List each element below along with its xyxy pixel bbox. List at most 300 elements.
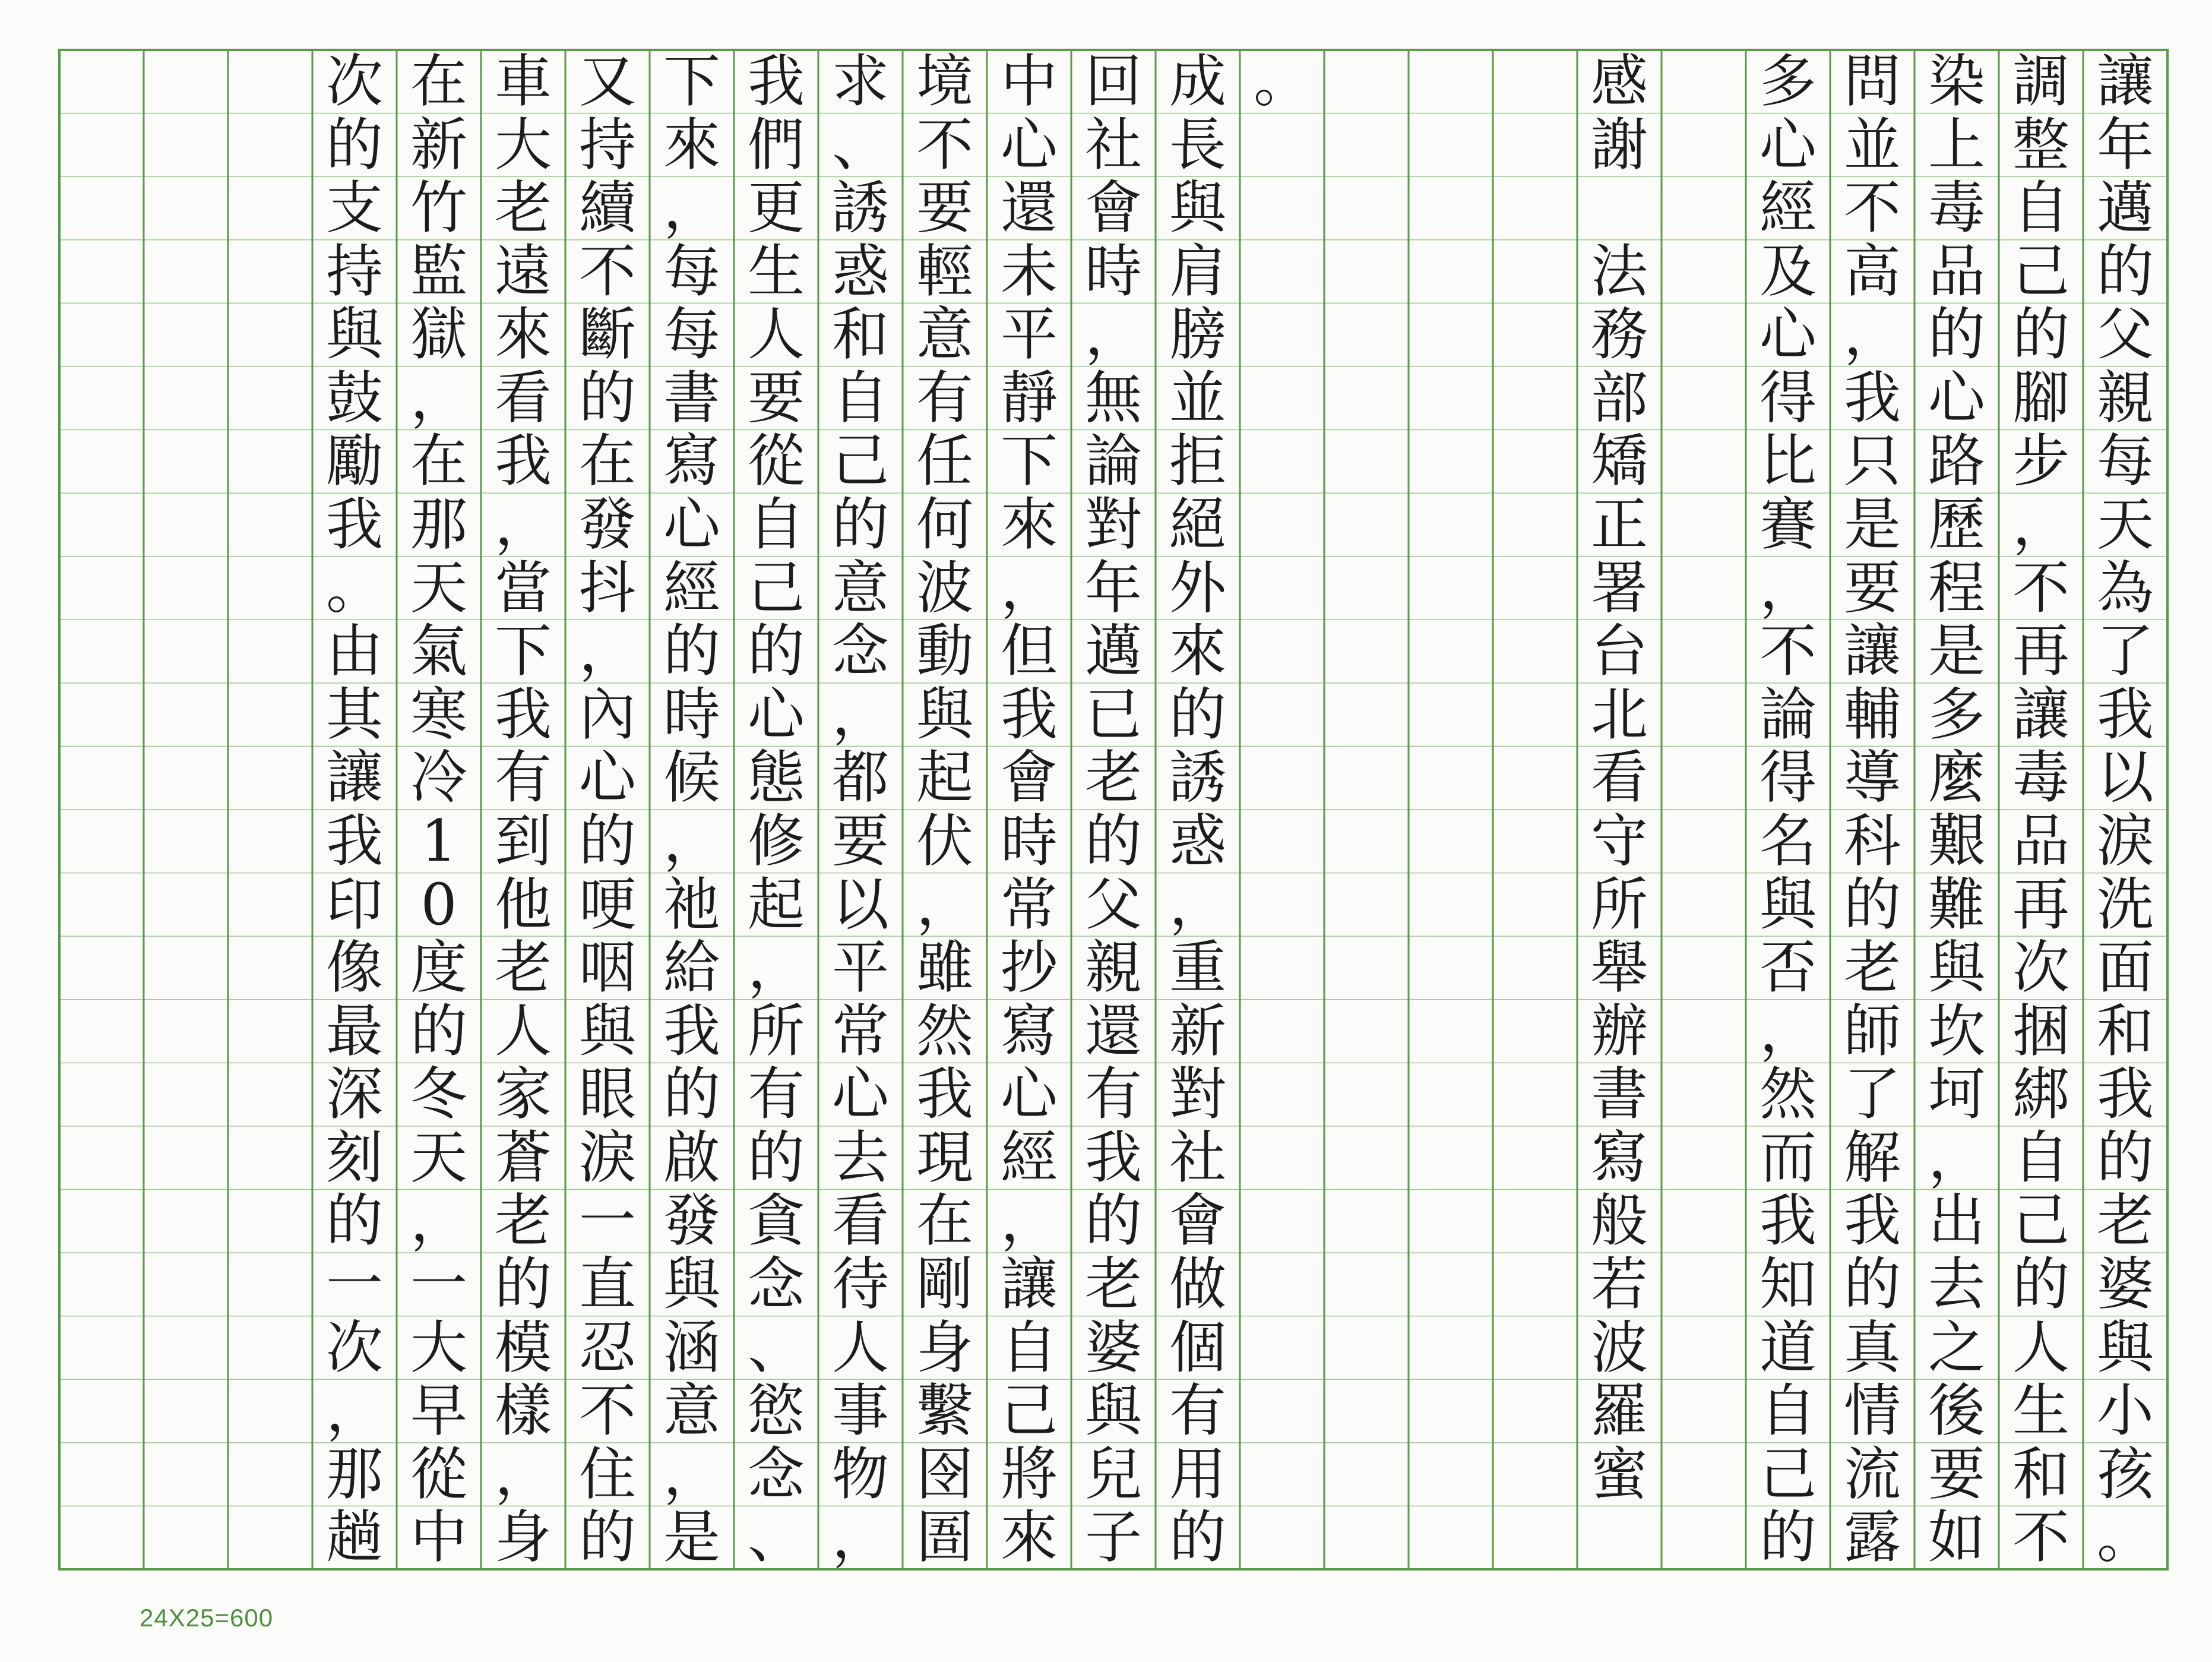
handwritten-char: 去 (1928, 1250, 1985, 1317)
handwritten-char: 己 (1001, 1377, 1058, 1445)
handwritten-char: 如 (1928, 1504, 1985, 1571)
text-column (734, 50, 818, 1569)
handwritten-char: 書 (1591, 1061, 1648, 1128)
handwritten-char: 天 (410, 1124, 467, 1191)
handwritten-char: 己 (2012, 1187, 2069, 1255)
handwritten-char: 次 (2012, 934, 2069, 1001)
handwritten-char: 下 (495, 618, 552, 685)
handwritten-char: 我 (663, 997, 720, 1064)
handwritten-char: 涵 (663, 1314, 720, 1381)
handwritten-char: 還 (1001, 175, 1058, 242)
handwritten-char: 婆 (2097, 1250, 2154, 1317)
handwritten-char: 我 (1844, 364, 1901, 431)
handwritten-char: 氣 (410, 618, 467, 685)
handwritten-char: 染 (1928, 48, 1985, 115)
handwritten-char: 雖 (916, 934, 973, 1001)
handwritten-char: ， (1085, 301, 1142, 368)
handwritten-char: 與 (916, 681, 973, 748)
handwritten-char: 次 (326, 48, 383, 115)
handwritten-char: 未 (1001, 238, 1058, 305)
handwritten-char: 刻 (326, 1124, 383, 1191)
handwritten-char: 父 (1085, 871, 1142, 938)
handwritten-char: 有 (916, 364, 973, 431)
handwritten-char: 賽 (1760, 491, 1817, 558)
handwritten-char: 與 (1928, 934, 1985, 1001)
handwritten-char: 貪 (748, 1187, 805, 1255)
handwritten-char: 辦 (1591, 997, 1648, 1064)
handwritten-char: 老 (495, 1187, 552, 1255)
handwritten-char: 給 (663, 934, 720, 1001)
handwritten-char: 不 (1844, 175, 1901, 242)
handwritten-char: 感 (1591, 48, 1648, 115)
handwritten-char: 難 (1928, 871, 1985, 938)
handwritten-char: 的 (1169, 1504, 1226, 1571)
handwritten-char: 勵 (326, 428, 383, 495)
handwritten-char: 品 (1928, 238, 1985, 305)
text-column (1577, 50, 1662, 1506)
handwritten-char: 住 (579, 1440, 636, 1508)
handwritten-char: 。 (1254, 48, 1311, 115)
handwritten-char: 出 (1928, 1187, 1985, 1255)
handwritten-char: 己 (748, 554, 805, 621)
handwritten-char: 上 (1928, 111, 1985, 178)
handwritten-char: 與 (663, 1250, 720, 1317)
handwritten-char: 、 (748, 1314, 805, 1381)
handwritten-char: 拒 (1169, 428, 1226, 495)
handwritten-char: 啟 (663, 1124, 720, 1191)
handwritten-char: 的 (326, 1187, 383, 1255)
handwritten-char: 0 (420, 871, 457, 938)
handwritten-char: 知 (1760, 1250, 1817, 1317)
handwritten-char: 署 (1591, 554, 1648, 621)
handwritten-char: 坷 (1928, 1061, 1985, 1128)
handwritten-char: 冬 (410, 1061, 467, 1128)
handwritten-char: 起 (748, 871, 805, 938)
handwritten-char: 伏 (916, 807, 973, 874)
handwritten-char: ， (579, 618, 636, 685)
handwritten-char: 像 (326, 934, 383, 1001)
handwritten-char: 心 (663, 491, 720, 558)
handwritten-char: ， (916, 871, 973, 938)
handwritten-char: 已 (1085, 681, 1142, 748)
handwritten-char: 。 (326, 554, 383, 621)
handwritten-char: 而 (1760, 1124, 1817, 1191)
handwritten-char: 持 (326, 238, 383, 305)
text-column (565, 50, 650, 1569)
handwritten-char: 謝 (1591, 111, 1648, 178)
handwritten-char: 個 (1169, 1314, 1226, 1381)
handwritten-char: 小 (2097, 1377, 2154, 1445)
handwritten-char: 問 (1844, 48, 1901, 115)
handwritten-char: 到 (495, 807, 552, 874)
handwritten-char: 下 (663, 48, 720, 115)
handwritten-char: 最 (326, 997, 383, 1064)
handwritten-char: 是 (1928, 618, 1985, 685)
handwritten-char: 我 (326, 491, 383, 558)
handwritten-char: 和 (2097, 997, 2154, 1064)
handwritten-char: 誘 (832, 175, 889, 242)
handwritten-char: 要 (832, 807, 889, 874)
handwritten-char: 哽 (579, 871, 636, 938)
handwritten-char: ， (1169, 871, 1226, 938)
handwritten-char: 邁 (2097, 175, 2154, 242)
handwritten-char: ， (1928, 1124, 1985, 1191)
handwritten-char: 印 (326, 871, 383, 938)
handwritten-char: 社 (1085, 111, 1142, 178)
handwritten-char: 以 (832, 871, 889, 938)
handwritten-char: 那 (326, 1440, 383, 1508)
handwritten-char: 心 (1928, 364, 1985, 431)
handwritten-char: 咽 (579, 934, 636, 1001)
handwritten-char: 是 (1844, 491, 1901, 558)
handwritten-char: 人 (495, 997, 552, 1064)
handwritten-char: 時 (663, 681, 720, 748)
handwritten-char: 祂 (663, 871, 720, 938)
handwritten-char: 師 (1844, 997, 1901, 1064)
handwritten-char: 有 (748, 1061, 805, 1128)
handwritten-char: 輔 (1844, 681, 1901, 748)
handwritten-char: 待 (832, 1250, 889, 1317)
handwritten-char: 在 (916, 1187, 973, 1255)
handwritten-char: 淚 (2097, 807, 2154, 874)
handwritten-char: 讓 (1844, 618, 1901, 685)
handwritten-char: 中 (1001, 48, 1058, 115)
handwritten-char: 心 (748, 681, 805, 748)
handwritten-char: 多 (1760, 48, 1817, 115)
handwritten-char: 生 (2012, 1377, 2069, 1445)
handwritten-char: 我 (1760, 1187, 1817, 1255)
handwritten-char: 艱 (1928, 807, 1985, 874)
handwritten-char: 慾 (748, 1377, 805, 1445)
handwritten-char: 年 (1085, 554, 1142, 621)
handwritten-char: 我 (495, 681, 552, 748)
handwritten-char: 在 (579, 428, 636, 495)
handwritten-char: 身 (495, 1504, 552, 1571)
handwritten-char: 平 (1001, 301, 1058, 368)
handwritten-char: 及 (1760, 238, 1817, 305)
handwritten-char: ， (495, 491, 552, 558)
handwritten-char: 任 (916, 428, 973, 495)
handwritten-char: 時 (1085, 238, 1142, 305)
handwritten-char: 深 (326, 1061, 383, 1128)
handwritten-char: 然 (916, 997, 973, 1064)
handwritten-char: 的 (1844, 871, 1901, 938)
handwritten-char: 天 (2097, 491, 2154, 558)
handwritten-char: 大 (495, 111, 552, 178)
text-column (987, 50, 1071, 1569)
handwritten-char: 寫 (1001, 997, 1058, 1064)
handwritten-char: 麼 (1928, 744, 1985, 811)
handwritten-char: 要 (748, 364, 805, 431)
handwritten-char: 從 (410, 1440, 467, 1508)
handwritten-char: 我 (495, 428, 552, 495)
handwritten-char (1577, 176, 1662, 240)
text-column (1914, 50, 1999, 1569)
handwritten-char: 台 (1591, 618, 1648, 685)
handwritten-char: 綁 (2012, 1061, 2069, 1128)
handwritten-char: 羅 (1591, 1377, 1648, 1445)
handwritten-char: 去 (832, 1124, 889, 1191)
handwritten-char: 務 (1591, 301, 1648, 368)
handwritten-char: 趟 (326, 1504, 383, 1571)
handwritten-char: 、 (832, 111, 889, 178)
handwritten-char: 事 (832, 1377, 889, 1445)
handwritten-char: 來 (1001, 1504, 1058, 1571)
handwritten-char: 的 (1085, 807, 1142, 874)
handwritten-char: 的 (579, 807, 636, 874)
handwritten-char: 歷 (1928, 491, 1985, 558)
handwritten-char: 大 (410, 1314, 467, 1381)
handwritten-char: 舉 (1591, 934, 1648, 1001)
handwritten-char: 流 (1844, 1440, 1901, 1508)
handwritten-char: 他 (495, 871, 552, 938)
handwritten-char: 的 (2097, 1124, 2154, 1191)
handwritten-char: 矯 (1591, 428, 1648, 495)
handwritten-char: 們 (748, 111, 805, 178)
handwritten-char: 並 (1169, 364, 1226, 431)
handwritten-char: 守 (1591, 807, 1648, 874)
handwritten-char: 下 (1001, 428, 1058, 495)
handwritten-char: 惑 (1169, 807, 1226, 874)
handwritten-char: 對 (1085, 491, 1142, 558)
handwritten-char: 淚 (579, 1124, 636, 1191)
handwritten-char: 程 (1928, 554, 1985, 621)
handwritten-char: 那 (410, 491, 467, 558)
handwritten-char: 意 (663, 1377, 720, 1445)
handwritten-char: 車 (495, 48, 552, 115)
handwritten-char: 心 (1001, 111, 1058, 178)
handwritten-char: 讓 (2097, 48, 2154, 115)
handwritten-char: 發 (663, 1187, 720, 1255)
handwritten-char: 北 (1591, 681, 1648, 748)
handwritten-char: 我 (2097, 681, 2154, 748)
handwritten-char: 與 (326, 301, 383, 368)
text-column (1746, 50, 1830, 1569)
handwritten-char: 現 (916, 1124, 973, 1191)
handwritten-char: 都 (832, 744, 889, 811)
handwritten-char: 一 (579, 1187, 636, 1255)
handwritten-char: 的 (2012, 301, 2069, 368)
handwritten-char: 求 (832, 48, 889, 115)
handwritten-char: 讓 (1001, 1250, 1058, 1317)
handwritten-char: 要 (1844, 554, 1901, 621)
handwritten-char: ， (1760, 554, 1817, 621)
handwritten-char: 毒 (1928, 175, 1985, 242)
handwritten-char: 內 (579, 681, 636, 748)
handwritten-char: 重 (1169, 934, 1226, 1001)
handwritten-char: 品 (2012, 807, 2069, 874)
handwritten-char: 讓 (326, 744, 383, 811)
handwritten-char: 動 (916, 618, 973, 685)
handwritten-char: 模 (495, 1314, 552, 1381)
handwritten-char: 波 (1591, 1314, 1648, 1381)
handwritten-char: 來 (1169, 618, 1226, 685)
handwritten-char: 做 (1169, 1250, 1226, 1317)
handwritten-char: 監 (410, 238, 467, 305)
handwritten-char: 與 (2097, 1314, 2154, 1381)
handwritten-char: 輕 (916, 238, 973, 305)
handwritten-char: 的 (495, 1250, 552, 1317)
handwritten-char: 平 (832, 934, 889, 1001)
handwritten-char: 老 (1085, 1250, 1142, 1317)
handwritten-char: 了 (1844, 1061, 1901, 1128)
handwritten-char: 心 (1760, 301, 1817, 368)
handwritten-char: 生 (748, 238, 805, 305)
handwritten-char: 有 (495, 744, 552, 811)
handwritten-char: 人 (832, 1314, 889, 1381)
handwritten-char: 只 (1844, 428, 1901, 495)
handwritten-char: ， (748, 934, 805, 1001)
handwritten-char: 經 (1760, 175, 1817, 242)
handwritten-char: 邁 (1085, 618, 1142, 685)
handwritten-char: 科 (1844, 807, 1901, 874)
handwritten-char: 其 (326, 681, 383, 748)
handwritten-char: 常 (1001, 871, 1058, 938)
handwritten-char: 長 (1169, 111, 1226, 178)
handwritten-char: 自 (1760, 1377, 1817, 1445)
handwritten-char: 蒼 (495, 1124, 552, 1191)
handwritten-char: 心 (1760, 111, 1817, 178)
handwritten-char: 為 (2097, 554, 2154, 621)
handwritten-char: 家 (495, 1061, 552, 1128)
handwritten-char: 的 (1760, 1504, 1817, 1571)
handwritten-char: 態 (748, 744, 805, 811)
handwritten-char: 支 (326, 175, 383, 242)
handwritten-char: 更 (748, 175, 805, 242)
handwritten-char: ， (663, 807, 720, 874)
handwritten-char: 有 (1169, 1377, 1226, 1445)
handwritten-char: 繫 (916, 1377, 973, 1445)
handwritten-char: 意 (916, 301, 973, 368)
text-column (1830, 50, 1914, 1569)
handwritten-char: 鼓 (326, 364, 383, 431)
handwritten-char: 來 (663, 111, 720, 178)
handwritten-char: 的 (326, 111, 383, 178)
handwritten-char: 自 (832, 364, 889, 431)
handwritten-char: 與 (579, 997, 636, 1064)
handwritten-char: 要 (1928, 1440, 1985, 1508)
handwritten-char: 己 (1760, 1440, 1817, 1508)
handwritten-char: 再 (2012, 871, 2069, 938)
handwritten-char: 部 (1591, 364, 1648, 431)
handwritten-char: 的 (1844, 1250, 1901, 1317)
handwritten-char: 與 (1085, 1377, 1142, 1445)
handwritten-char: 老 (495, 175, 552, 242)
handwritten-char: 我 (916, 1061, 973, 1128)
handwritten-char: 論 (1085, 428, 1142, 495)
handwritten-char: 經 (1001, 1124, 1058, 1191)
handwritten-char: 正 (1591, 491, 1648, 558)
handwritten-char: 直 (579, 1250, 636, 1317)
handwritten-char: 寫 (663, 428, 720, 495)
handwritten-char: 無 (1085, 364, 1142, 431)
handwritten-char: ， (1001, 1187, 1058, 1255)
handwritten-char: 不 (1760, 618, 1817, 685)
handwritten-char: 有 (1085, 1061, 1142, 1128)
handwritten-char: 和 (832, 301, 889, 368)
handwritten-char: 的 (579, 364, 636, 431)
handwritten-char: 在 (410, 48, 467, 115)
handwritten-char: 候 (663, 744, 720, 811)
handwritten-char: 腳 (2012, 364, 2069, 431)
handwritten-char: 會 (1085, 175, 1142, 242)
handwritten-char: 又 (579, 48, 636, 115)
handwritten-char: 然 (1760, 1061, 1817, 1128)
handwritten-char: 但 (1001, 618, 1058, 685)
handwritten-char: 何 (916, 491, 973, 558)
handwritten-char: 獄 (410, 301, 467, 368)
handwritten-char: 時 (1001, 807, 1058, 874)
handwritten-char: 外 (1169, 554, 1226, 621)
handwritten-char: 的 (748, 618, 805, 685)
handwritten-char: 還 (1085, 997, 1142, 1064)
handwritten-char: 真 (1844, 1314, 1901, 1381)
handwritten-char: 孩 (2097, 1440, 2154, 1508)
handwritten-char: 己 (832, 428, 889, 495)
handwritten-char: ， (410, 364, 467, 431)
handwritten-char: 道 (1760, 1314, 1817, 1381)
handwritten-char: 竹 (410, 175, 467, 242)
handwritten-char: 親 (2097, 364, 2154, 431)
handwritten-char: ， (495, 1440, 552, 1508)
handwritten-char: 路 (1928, 428, 1985, 495)
handwritten-char: 我 (2097, 1061, 2154, 1128)
handwritten-char: 度 (410, 934, 467, 1001)
handwritten-char: 不 (2012, 1504, 2069, 1571)
handwritten-char: ， (1001, 554, 1058, 621)
handwritten-char: 的 (2097, 238, 2154, 305)
handwritten-char: ， (2012, 491, 2069, 558)
handwritten-char: ， (663, 1440, 720, 1508)
handwritten-char: 和 (2012, 1440, 2069, 1508)
handwritten-char: 捆 (2012, 997, 2069, 1064)
handwritten-char: 抄 (1001, 934, 1058, 1001)
handwritten-char: 。 (2097, 1504, 2154, 1571)
handwritten-char: 看 (832, 1187, 889, 1255)
handwritten-char: 自 (2012, 1124, 2069, 1191)
handwritten-char: 自 (1001, 1314, 1058, 1381)
handwritten-char: 社 (1169, 1124, 1226, 1191)
handwritten-char: 每 (663, 238, 720, 305)
handwritten-char: 每 (663, 301, 720, 368)
handwritten-char: 面 (2097, 934, 2154, 1001)
handwritten-char: 父 (2097, 301, 2154, 368)
handwritten-char: 毒 (2012, 744, 2069, 811)
handwritten-char: 眼 (579, 1061, 636, 1128)
handwritten-char: 多 (1928, 681, 1985, 748)
handwritten-char: 起 (916, 744, 973, 811)
handwritten-char: 當 (495, 554, 552, 621)
text-column (1240, 50, 1324, 113)
handwritten-char: ， (1760, 997, 1817, 1064)
handwritten-char: 高 (1844, 238, 1901, 305)
handwritten-char: ， (663, 175, 720, 242)
handwritten-char: 斷 (579, 301, 636, 368)
handwritten-char: 天 (410, 554, 467, 621)
text-column (2083, 50, 2167, 1569)
handwritten-char: 看 (1591, 744, 1648, 811)
handwritten-char: 常 (832, 997, 889, 1064)
text-column (1071, 50, 1156, 1569)
handwritten-char: 我 (1001, 681, 1058, 748)
handwritten-char: 步 (2012, 428, 2069, 495)
handwritten-char: 念 (832, 618, 889, 685)
handwritten-char: 兒 (1085, 1440, 1142, 1508)
handwritten-char: 以 (2097, 744, 2154, 811)
handwritten-char: 之 (1928, 1314, 1985, 1381)
handwritten-char: 寫 (1591, 1124, 1648, 1191)
handwritten-char: 老 (1085, 744, 1142, 811)
